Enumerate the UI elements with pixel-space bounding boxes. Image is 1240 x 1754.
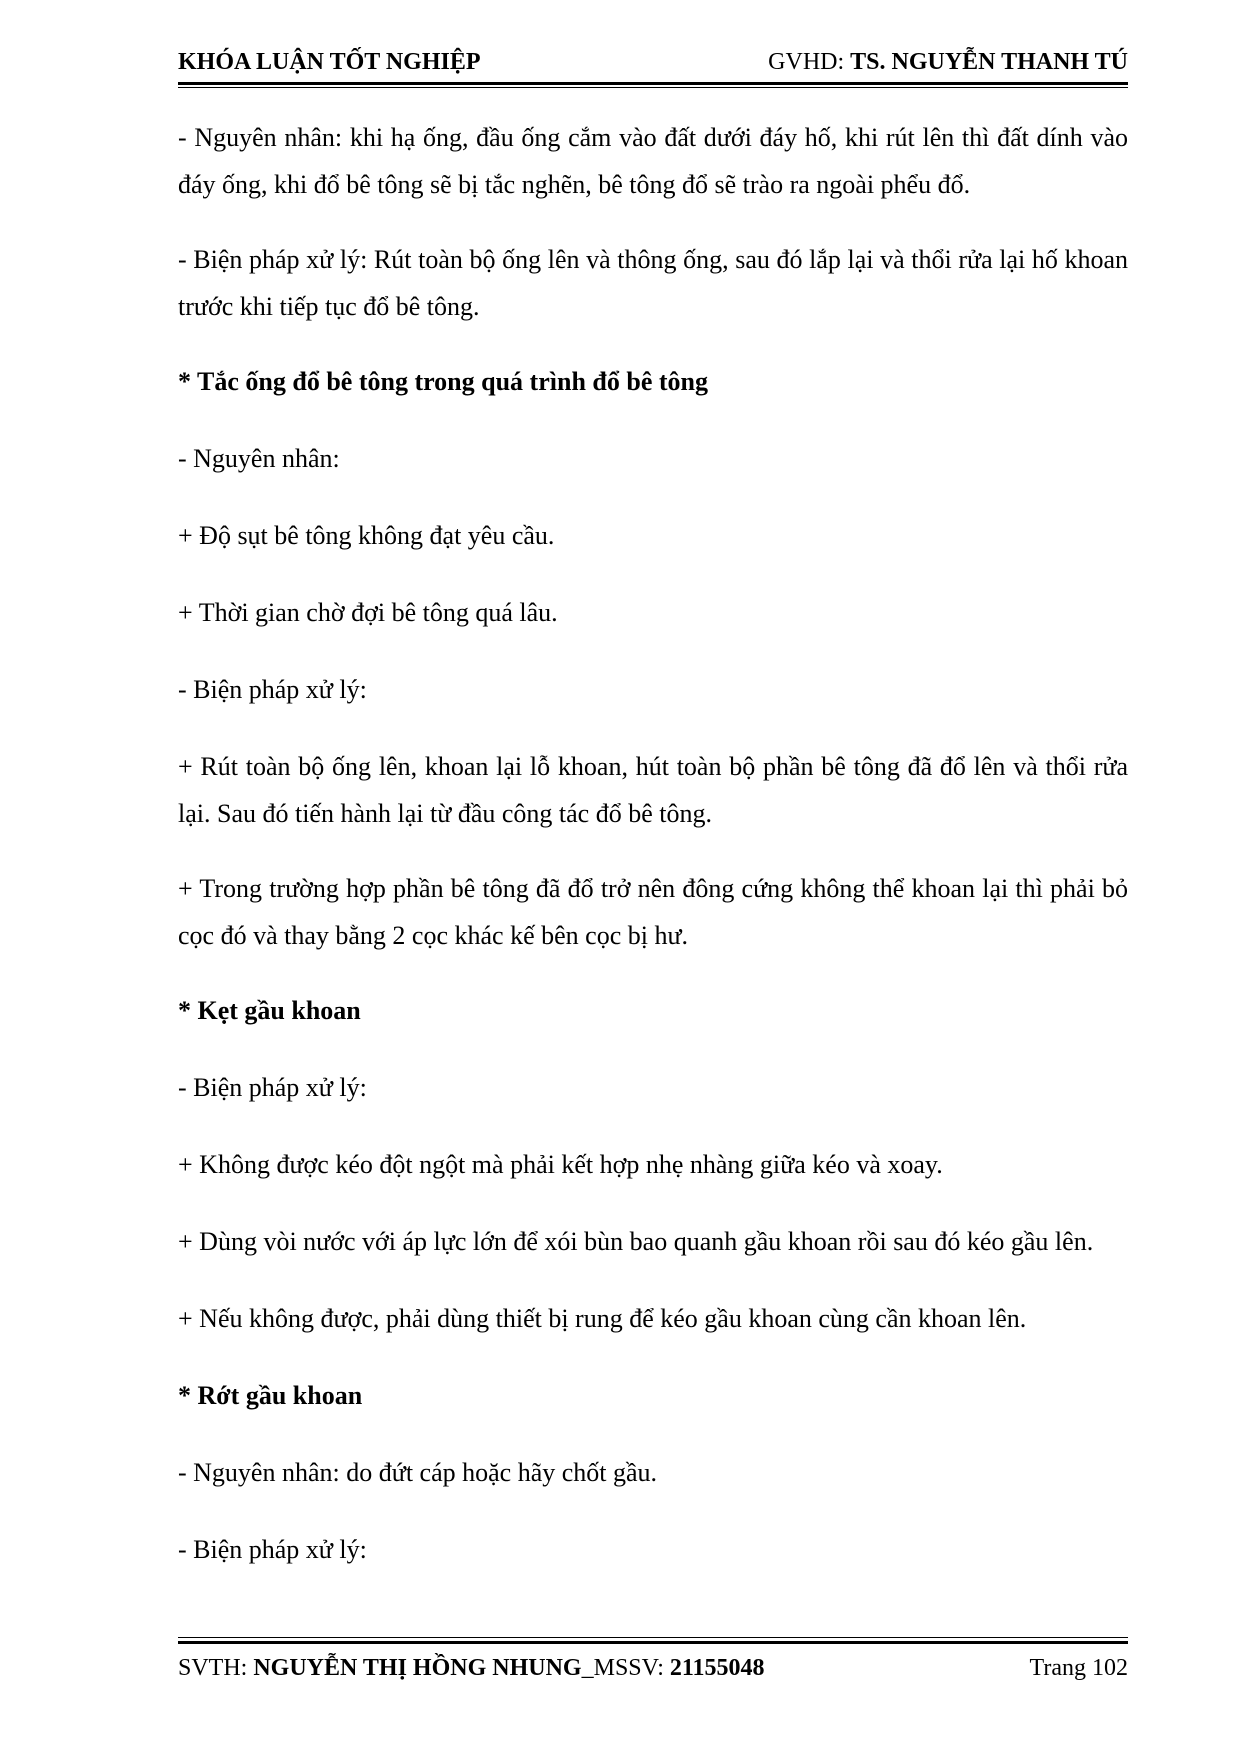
paragraph: - Biện pháp xử lý: [178,1535,367,1564]
thesis-title: KHÓA LUẬN TỐT NGHIỆP [178,49,481,75]
student-id: 21155048 [669,1655,765,1681]
paragraph: - Biện pháp xử lý: Rút toàn bộ ống lên và thông ống, sau đó lắp lại và thổi rửa lại hố khoan trước khi tiếp tục đổ bê tông. [178,245,1128,321]
section-heading: * Kẹt gầu khoan [178,996,361,1025]
paragraph: + Dùng vòi nước với áp lực lớn để xói bùn bao quanh gầu khoan rồi sau đó kéo gầu lên. [178,1227,1094,1256]
student-prefix: SVTH: [178,1655,254,1681]
paragraph: - Nguyên nhân: khi hạ ống, đầu ống cắm vào đất dưới đáy hố, khi rút lên thì đất dính vào đáy ống, khi đổ bê tông sẽ bị tắc nghẽn, bê tông đổ sẽ trào ra ngoài phểu đổ. [178,123,1128,199]
paragraph: + Nếu không được, phải dùng thiết bị rung để kéo gầu khoan cùng cần khoan lên. [178,1304,1027,1333]
footer-rule-thick [178,1641,1128,1644]
page-footer [178,1650,1128,1686]
page-header [178,44,1128,80]
section-heading: * Rớt gầu khoan [178,1381,363,1410]
paragraph: - Nguyên nhân: do đứt cáp hoặc hãy chốt gầu. [178,1458,658,1487]
mssv-label: _MSSV: [581,1655,670,1681]
paragraph: + Rút toàn bộ ống lên, khoan lại lỗ khoan, hút toàn bộ phần bê tông đã đổ lên và thổi rửa lại. Sau đó tiến hành lại từ đầu công tác đổ bê tông. [178,752,1128,828]
header-rule-thin [178,87,1128,88]
footer-rule-thin [178,1637,1128,1638]
header-rule-thick [178,82,1128,85]
section-heading: * Tắc ống đổ bê tông trong quá trình đổ bê tông [178,367,708,396]
student-name: NGUYỄN THỊ HỒNG NHUNG [253,1655,582,1681]
paragraph: - Biện pháp xử lý: [178,675,367,704]
advisor-name: TS. NGUYỄN THANH TÚ [850,49,1128,75]
paragraph: + Thời gian chờ đợi bê tông quá lâu. [178,598,558,627]
advisor-label [768,44,1128,80]
student-info [178,1650,765,1686]
paragraph: - Nguyên nhân: [178,444,340,473]
advisor-prefix: GVHD: [768,49,851,75]
page-body [178,114,1128,1603]
page-number: Trang 102 [1029,1655,1128,1681]
paragraph: + Không được kéo đột ngột mà phải kết hợp nhẹ nhàng giữa kéo và xoay. [178,1150,943,1179]
paragraph: - Biện pháp xử lý: [178,1073,367,1102]
paragraph: + Trong trường hợp phần bê tông đã đổ trở nên đông cứng không thể khoan lại thì phải bỏ cọc đó và thay bằng 2 cọc khác kế bên cọc bị hư. [178,874,1128,950]
paragraph: + Độ sụt bê tông không đạt yêu cầu. [178,521,555,550]
